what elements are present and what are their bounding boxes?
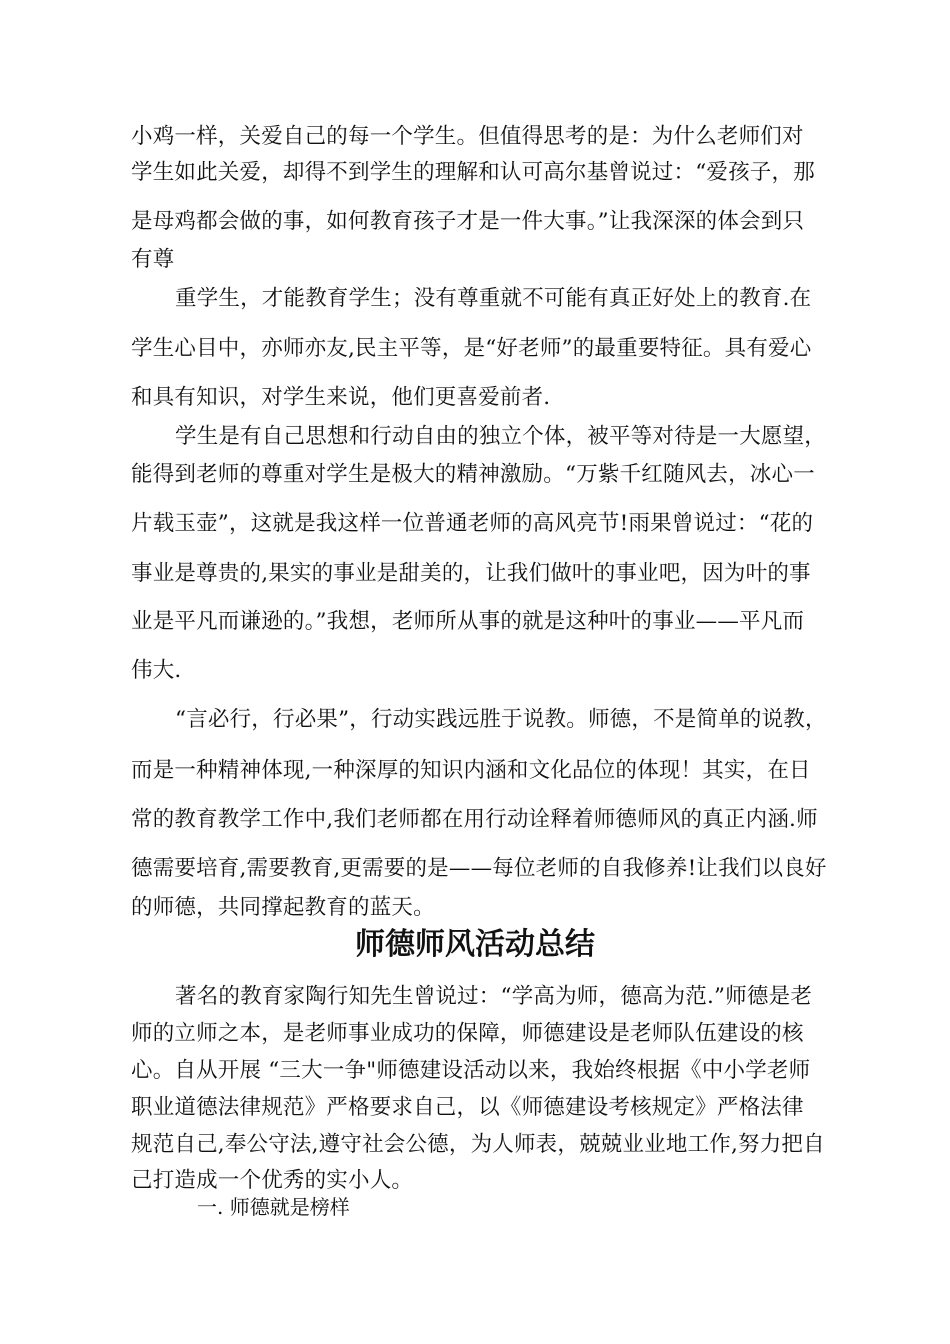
body-line: 心。自从开展 “三大一争"师德建设活动以来，我始终根据《中小学老师 [131,1058,811,1083]
body-line: 著名的教育家陶行知先生曾说过：“学高为师，德高为范.”师德是老 [175,984,813,1009]
body-line: 有尊 [131,247,175,272]
body-line: 是母鸡都会做的事，如何教育孩子才是一件大事。”让我深深的体会到只 [131,209,805,234]
body-line: 己打造成一个优秀的实小人。 [131,1168,414,1193]
body-line: 和具有知识，对学生来说，他们更喜爱前者. [131,385,551,410]
document-title: 师德师风活动总结 [355,927,595,962]
body-line: 重学生，才能教育学生；没有尊重就不可能有真正好处上的教育.在 [175,286,812,311]
body-line: 片载玉壶”，这就是我这样一位普通老师的高风亮节!雨果曾说过：“花的 [131,511,814,536]
body-line: 伟大. [131,658,182,683]
body-line: 德需要培育,需要教育,更需要的是——每位老师的自我修养!让我们以良好 [131,856,827,881]
body-line: 业是平凡而谦逊的。”我想，老师所从事的就是这种叶的事业——平凡而 [131,609,805,634]
body-line: 小鸡一样，关爱自己的每一个学生。但值得思考的是：为什么老师们对 [131,124,804,149]
body-line: 能得到老师的尊重对学生是极大的精神激励。“万紫千红随风去，冰心一 [131,462,815,487]
body-line: 常的教育教学工作中,我们老师都在用行动诠释着师德师风的真正内涵.师 [131,807,818,832]
body-line: 学生心目中，亦师亦友,民主平等，是“好老师”的最重要特征。具有爱心 [131,336,812,361]
body-line: “言必行，行必果”，行动实践远胜于说教。师德，不是简单的说教， [175,707,827,732]
body-line: 学生如此关爱，却得不到学生的理解和认可高尔基曾说过：“爱孩子，那 [131,160,815,185]
body-line: 事业是尊贵的,果实的事业是甜美的，让我们做叶的事业吧，因为叶的事 [131,561,811,586]
body-line: 规范自己,奉公守法,遵守社会公德，为人师表，兢兢业业地工作,努力把自 [131,1132,825,1157]
body-line: 师的立师之本，是老师事业成功的保障，师德建设是老师队伍建设的核 [131,1021,804,1046]
body-line: 的师德，共同撑起教育的蓝天。 [131,895,435,920]
section-heading: 一. 师德就是榜样 [197,1195,350,1219]
body-line: 职业道德法律规范》严格要求自己，以《师德建设考核规定》严格法律 [131,1095,804,1120]
body-line: 学生是有自己思想和行动自由的独立个体，被平等对待是一大愿望， [175,424,827,449]
body-line: 而是一种精神体现,一种深厚的知识内涵和文化品位的体现！其实，在日 [131,758,811,783]
